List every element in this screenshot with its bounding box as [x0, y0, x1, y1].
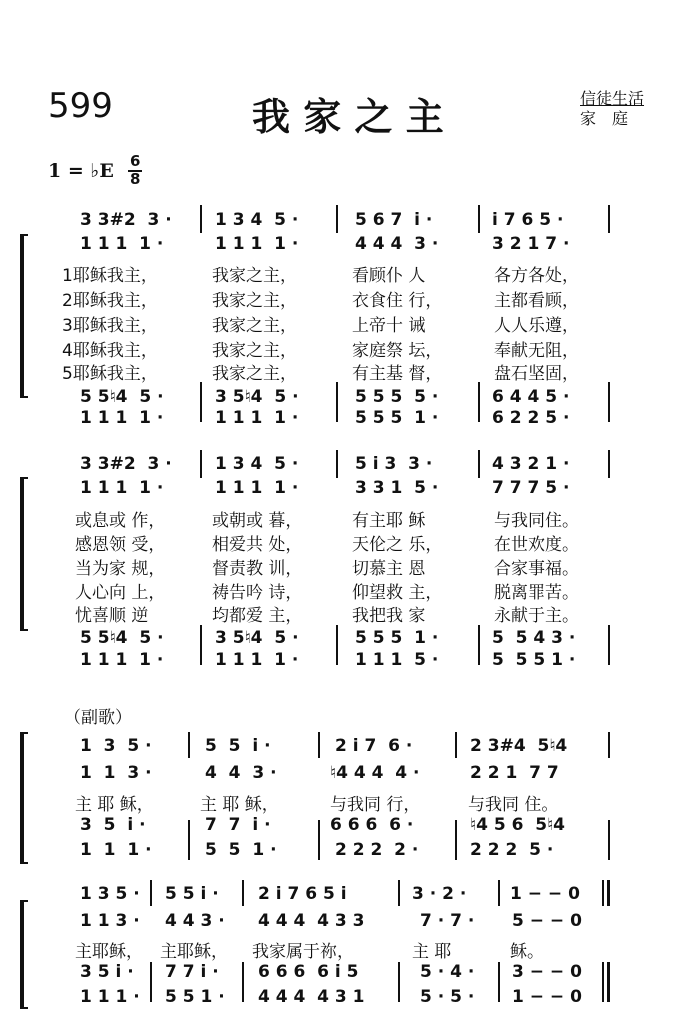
soprano-measure: 1 3 5 ·	[80, 736, 152, 756]
system-1-barline	[608, 382, 610, 422]
lyric-phrase: 主都看顾，	[494, 291, 579, 311]
soprano-measure: 1 − − 0	[510, 884, 580, 904]
soprano-measure: 1 3 4 5 ·	[215, 454, 299, 474]
key-signature: 1 = ♭E	[48, 160, 114, 182]
lyric-phrase: 家庭祭 坛，	[352, 341, 443, 361]
bass-measure: 1 1 1 5 ·	[355, 650, 439, 670]
subcategory-label: 家 庭	[580, 109, 629, 128]
system-1-barline	[608, 205, 610, 233]
category-label: 信徒生活	[580, 89, 645, 108]
lyric-phrase: 人人乐遵，	[494, 316, 579, 336]
soprano-measure: 5 5 i ·	[165, 884, 219, 904]
lyric-phrase: 有主耶 稣	[352, 511, 426, 531]
system-1-barline	[478, 382, 480, 422]
lyric-phrase: 有主基 督，	[352, 364, 443, 384]
soprano-measure: 5 i 3 3 ·	[355, 454, 433, 474]
system-2-barline	[608, 625, 610, 665]
bass-measure: 5 5 5 1 ·	[355, 408, 439, 428]
system-3-barline	[188, 820, 190, 860]
system-4-barline	[498, 962, 500, 1002]
lyric-phrase: 相爱共 处，	[212, 535, 303, 555]
alto-measure: 2 2 1 7 7	[470, 763, 559, 783]
lyric-phrase: 切慕主 恩	[352, 559, 426, 579]
final-barline	[607, 880, 610, 906]
bass-measure: 6 2 2 5 ·	[492, 408, 570, 428]
system-2-barline	[200, 625, 202, 665]
alto-measure: 7 · 7 ·	[420, 911, 475, 931]
system-3-barline	[608, 732, 610, 758]
final-barline	[602, 962, 604, 1002]
tenor-measure: 3 − − 0	[512, 962, 582, 982]
system-1-barline	[336, 205, 338, 233]
system-4-barline	[242, 962, 244, 1002]
lyric-phrase: 或息或 作，	[75, 511, 166, 531]
alto-measure: 1 1 1 1 ·	[215, 234, 299, 254]
system-2-barline	[608, 450, 610, 478]
system-3-barline	[188, 732, 190, 758]
soprano-measure: 2 i 7 6 ·	[335, 736, 413, 756]
chorus-label: （副歌）	[64, 708, 132, 728]
lyric-phrase: 3耶稣我主，	[62, 316, 158, 336]
lyric-phrase: 奉献无阻，	[494, 341, 579, 361]
tenor-measure: 6 6 6 6 ·	[330, 815, 414, 835]
lyric-phrase: 当为家 规，	[75, 559, 166, 579]
lyric-phrase: 看顾仆 人	[352, 266, 426, 286]
alto-measure: 4 4 3 ·	[165, 911, 225, 931]
lyric-phrase: 稣。	[510, 942, 544, 962]
alto-measure: 1 1 3 ·	[80, 763, 152, 783]
soprano-measure: 3 · 2 ·	[412, 884, 467, 904]
tenor-measure: 3 5 i ·	[80, 815, 146, 835]
final-barline	[607, 962, 610, 1002]
bass-measure: 1 1 1 ·	[80, 840, 152, 860]
bass-measure: 1 1 1 1 ·	[215, 408, 299, 428]
bass-measure: 4 4 4 4 3 1	[258, 987, 365, 1007]
time-signature-top: 6	[130, 152, 141, 170]
lyric-phrase: 盘石坚固，	[494, 364, 579, 384]
system-2-barline	[478, 625, 480, 665]
tenor-measure: 5 5 5 5 ·	[355, 387, 439, 407]
alto-measure: ♮4 4 4 4 ·	[330, 763, 420, 783]
system-2-barline	[478, 450, 480, 478]
system-1-barline	[200, 382, 202, 422]
lyric-phrase: 4耶稣我主，	[62, 341, 158, 361]
lyric-phrase: 仰望救 主，	[352, 583, 443, 603]
lyric-phrase: 主耶稣，	[160, 942, 228, 962]
system-2-barline	[200, 450, 202, 478]
lyric-phrase: 我家之主，	[212, 266, 297, 286]
lyric-phrase: 与我同住。	[494, 511, 579, 531]
system-4-brace	[20, 900, 28, 1009]
lyric-phrase: 脱离罪苦。	[494, 583, 579, 603]
alto-measure: 1 1 1 1 ·	[215, 478, 299, 498]
system-3-barline	[318, 820, 320, 860]
alto-measure: 1 1 1 1 ·	[80, 234, 164, 254]
lyric-phrase: 5耶稣我主，	[62, 364, 158, 384]
soprano-measure: i 7 6 5 ·	[492, 210, 564, 230]
lyric-phrase: 在世欢度。	[494, 535, 579, 555]
tenor-measure: 7 7 i ·	[165, 962, 219, 982]
lyric-phrase: 我家之主，	[212, 341, 297, 361]
system-4-barline	[498, 880, 500, 906]
bass-measure: 1 1 1 1 ·	[80, 408, 164, 428]
lyric-phrase: 我家之主，	[212, 291, 297, 311]
system-3-brace	[20, 732, 28, 864]
soprano-measure: 5 6 7 i ·	[355, 210, 433, 230]
tenor-measure: 3 5♮4 5 ·	[215, 387, 299, 407]
tenor-measure: 5 · 4 ·	[420, 962, 475, 982]
alto-measure: 1 1 3 ·	[80, 911, 140, 931]
alto-measure: 4 4 4 4 3 3	[258, 911, 365, 931]
tenor-measure: 5 5 5 1 ·	[355, 628, 439, 648]
lyric-phrase: 人心向 上，	[75, 583, 166, 603]
system-4-barline	[150, 962, 152, 1002]
alto-measure: 3 2 1 7 ·	[492, 234, 570, 254]
system-4-barline	[150, 880, 152, 906]
bass-measure: 2 2 2 5 ·	[470, 840, 554, 860]
tenor-measure: 7 7 i ·	[205, 815, 271, 835]
system-4-barline	[398, 880, 400, 906]
bass-measure: 5 5 1 ·	[165, 987, 225, 1007]
tenor-measure: 5 5♮4 5 ·	[80, 387, 164, 407]
soprano-measure: 2 3#4 5♮4	[470, 736, 568, 756]
bass-measure: 1 1 1 1 ·	[80, 650, 164, 670]
bass-measure: 5 5 5 1 ·	[492, 650, 576, 670]
lyric-phrase: 我家之主，	[212, 364, 297, 384]
soprano-measure: 3 3#2 3 ·	[80, 454, 172, 474]
lyric-phrase: 主 耶 稣，	[75, 795, 154, 815]
tenor-measure: 3 5 i ·	[80, 962, 134, 982]
alto-measure: 4 4 3 ·	[205, 763, 277, 783]
system-2-barline	[336, 625, 338, 665]
time-signature-bottom: 8	[130, 170, 141, 188]
tenor-measure: 6 4 4 5 ·	[492, 387, 570, 407]
tenor-measure: 6 6 6 6 i 5	[258, 962, 359, 982]
alto-measure: 5 − − 0	[512, 911, 582, 931]
soprano-measure: 1 3 4 5 ·	[215, 210, 299, 230]
lyric-phrase: 主 耶 稣，	[200, 795, 279, 815]
alto-measure: 7 7 7 5 ·	[492, 478, 570, 498]
alto-measure: 4 4 4 3 ·	[355, 234, 439, 254]
bass-measure: 5 · 5 ·	[420, 987, 475, 1007]
lyric-phrase: 均都爱 主，	[212, 606, 303, 626]
lyric-phrase: 永献于主。	[494, 606, 579, 626]
tenor-measure: 5 5♮4 5 ·	[80, 628, 164, 648]
system-1-barline	[200, 205, 202, 233]
soprano-measure: 4 3 2 1 ·	[492, 454, 570, 474]
lyric-phrase: 与我同 行，	[330, 795, 421, 815]
bass-measure: 5 5 1 ·	[205, 840, 277, 860]
soprano-measure: 3 3#2 3 ·	[80, 210, 172, 230]
lyric-phrase: 衣食住 行，	[352, 291, 443, 311]
alto-measure: 3 3 1 5 ·	[355, 478, 439, 498]
lyric-phrase: 我家之主，	[212, 316, 297, 336]
lyric-phrase: 与我同 住。	[468, 795, 559, 815]
lyric-phrase: 或朝或 暮，	[212, 511, 303, 531]
system-1-barline	[478, 205, 480, 233]
system-1-barline	[336, 382, 338, 422]
soprano-measure: 5 5 i ·	[205, 736, 271, 756]
hymn-title: 我 家 之 主	[252, 94, 444, 139]
final-barline	[602, 880, 604, 906]
lyric-phrase: 2耶稣我主，	[62, 291, 158, 311]
lyric-phrase: 1耶稣我主，	[62, 266, 158, 286]
system-4-barline	[242, 880, 244, 906]
tenor-measure: ♮4 5 6 5♮4	[470, 815, 565, 835]
lyric-phrase: 上帝十 诫	[352, 316, 426, 336]
soprano-measure: 1 3 5 ·	[80, 884, 140, 904]
lyric-phrase: 祷告吟 诗，	[212, 583, 303, 603]
lyric-phrase: 督责教 训，	[212, 559, 303, 579]
bass-measure: 2 2 2 2 ·	[335, 840, 419, 860]
system-2-barline	[336, 450, 338, 478]
lyric-phrase: 各方各处，	[494, 266, 579, 286]
system-3-barline	[608, 820, 610, 860]
system-1-brace	[20, 234, 28, 398]
system-3-barline	[318, 732, 320, 758]
lyric-phrase: 我家属于祢，	[252, 942, 354, 962]
lyric-phrase: 合家事福。	[494, 559, 579, 579]
lyric-phrase: 天伦之 乐，	[352, 535, 443, 555]
system-4-barline	[398, 962, 400, 1002]
hymn-number: 599	[48, 86, 113, 126]
alto-measure: 1 1 1 1 ·	[80, 478, 164, 498]
lyric-phrase: 主耶稣，	[75, 942, 143, 962]
tenor-measure: 3 5♮4 5 ·	[215, 628, 299, 648]
soprano-measure: 2 i 7 6 5 i	[258, 884, 347, 904]
bass-measure: 1 1 1 1 ·	[215, 650, 299, 670]
bass-measure: 1 − − 0	[512, 987, 582, 1007]
lyric-phrase: 忧喜顺 逆	[75, 606, 149, 626]
bass-measure: 1 1 1 ·	[80, 987, 140, 1007]
system-2-brace	[20, 477, 28, 631]
system-3-barline	[455, 732, 457, 758]
system-3-barline	[455, 820, 457, 860]
lyric-phrase: 感恩领 受，	[75, 535, 166, 555]
lyric-phrase: 主 耶	[412, 942, 452, 962]
lyric-phrase: 我把我 家	[352, 606, 426, 626]
tenor-measure: 5 5 4 3 ·	[492, 628, 576, 648]
